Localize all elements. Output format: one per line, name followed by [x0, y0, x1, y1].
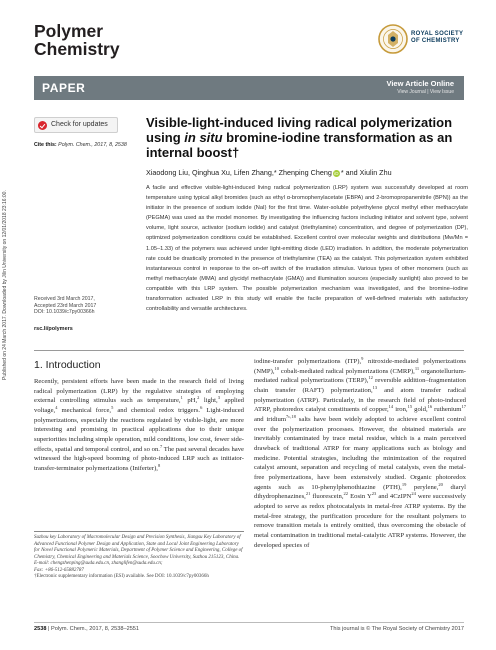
text-run: cobalt-mediated radical polymerizations (CMRP),	[278, 367, 415, 375]
citation-ref[interactable]: 24	[411, 491, 416, 497]
article-type-label: PAPER	[42, 81, 86, 95]
text-run: light,	[199, 397, 218, 405]
footer-journal-ref: | Polym. Chem., 2017, 8, 2538–2551	[48, 626, 140, 632]
footer-page-info	[34, 626, 139, 632]
download-watermark-text: Published on 24 March 2017. Downloaded by Jilin University on 12/01/2018 23:16:00.	[2, 190, 8, 380]
text-run: organotellurium-mediated radical polymerizations (TERP),	[254, 367, 466, 385]
section-divider	[34, 350, 464, 351]
article-type-banner	[34, 76, 464, 100]
abstract: A facile and effective visible-light-induced living radical polymerization (LRP) system was successfully developed at room temperature using typical alkyl bromides (such as ethyl α-bromophenylacetate (EBPA) and 2-bromopropanenitrile (BPN)) as the initiator in the presence of sodium iodide (NaI) for the first time. Water-soluble polyethylene glycol methyl ether methacrylate (PEGMA) was used as the model monomer. By investigating the influencing factors including initiator and solvent type, solvent volume, light source, activator (sodium iodide) and catalyst (triethylamine) concentration, and degree of polymerization (DP), optimized polymerization conditions could be established. Excellent control over molecular weights and distributions (Mw/Mn = 1.05–1.33) of the polymers was achieved under light-emitting diode (LED) irradiation. In addition, the moderate polymerization rate could be drastically promoted in the presence of triethylamine (TEA) as the catalyst. This polymerization system exhibited instantaneous control in response to the on–off switch of the irradiation stimulus. Various types of other monomers (such as methyl methacrylate (MMA) and glycidyl methacrylate (GMA)) and illumination sources (especially sunlight) also proved to be compatible with this LRP system. The possible polymerization mechanism was investigated, and the bromine–iodine transformation activated LRP in this study will enable the facile preparation of well-defined materials with satisfactory controllability and versatile architectures.	[146, 185, 468, 313]
text-run: and atom transfer radical polymerization (ATRP). Particularly, in the research field of photo-induced ATRP, photoredox catalyst constituents of copper,	[254, 387, 466, 414]
text-run: were successively adopted to serve as redox photocatalysts in metal-free ATRP systems. By the metal-free strategy, the purification procedure for the resultant polymers to remove transition metals is entirely omitted, thus overcoming the obstacle of metal contamination in traditional metal-catalytic ATRP systems. However, the developed species of	[254, 493, 467, 549]
citation-ref[interactable]: 6	[200, 404, 203, 410]
title-part-1: Visible-light-induced living radical polymerization using	[146, 115, 453, 145]
citation-ref[interactable]: 7	[159, 443, 163, 449]
citation-ref[interactable]: 17	[461, 404, 466, 410]
journal-link[interactable]: rsc.li/polymers	[34, 326, 73, 332]
citation-ref[interactable]: 13	[372, 384, 378, 390]
publisher-logo[interactable]	[378, 22, 470, 58]
text-run: The past several decades have witnessed the high-speed booming of photo-induced LRP such as initiator-transfer-terminator polymerizations (Iniferter),	[34, 445, 244, 473]
citation-ref[interactable]: 2	[197, 395, 200, 401]
view-journal-issue-link[interactable]: View Journal | View Issue	[397, 89, 454, 95]
citation-ref[interactable]: 4	[55, 404, 58, 410]
cite-label: Cite this:	[34, 142, 57, 148]
text-run: reversible addition–fragmentation chain transfer (RAFT) polymerization,	[254, 377, 466, 395]
text-run: fluorescein,	[310, 493, 344, 501]
contact-email[interactable]: E-mail: chengzhenping@suda.edu.cn, zhanglifen@suda.edu.cn;	[34, 561, 163, 567]
section-heading: 1. Introduction	[34, 359, 101, 371]
affiliation: Suzhou key Laboratory of Macromolecular Design and Precision Synthesis, Jiangsu Key Laboratory of Advanced Functional Polymer Design and Application, State and Local Joint Engineering Laboratory for Novel Functional Polymeric Materials, Department of Polymer Science and Engineering, College of Chemistry, Chemical Engineering and Materials Science, Soochow University, Suzhou 215123, China.	[34, 535, 243, 560]
citation-ref[interactable]: 5	[111, 404, 114, 410]
download-watermark	[2, 130, 12, 380]
text-run: perylene,	[406, 483, 439, 491]
citation-ref[interactable]: 9	[361, 355, 364, 361]
esi-note: †Electronic supplementary information (ESI) available. See DOI: 10.1039/c7py00366h	[34, 574, 209, 580]
doi[interactable]: DOI: 10.1039/c7py00366h	[34, 309, 95, 316]
citation-block	[34, 142, 132, 149]
text-run: applied voltage,	[34, 397, 244, 415]
citation-ref[interactable]: 7c,18	[286, 413, 296, 419]
citation-ref[interactable]: 3	[217, 395, 220, 401]
cite-reference: Polym. Chem., 2017, 8, 2538	[58, 142, 127, 148]
authors-part-1: Xiaodong Liu, Qinghua Xu, Lifen Zhang,* Zhenping Cheng	[146, 168, 332, 177]
check-for-updates-label: Check for updates	[51, 121, 108, 128]
check-for-updates-button[interactable]	[34, 117, 118, 133]
journal-title-line1: Polymer	[34, 21, 104, 41]
footer-divider	[34, 622, 464, 623]
publisher-name-line2: OF CHEMISTRY	[411, 38, 460, 44]
text-run: Recently, persistent efforts have been made in the research field of living radical polymerization (LRP) by the regulative strategies of employing external controlling stimulus such as temperature,	[34, 378, 244, 405]
text-run: Eosin Y	[348, 493, 372, 501]
publisher-name-line1: ROYAL SOCIETY	[411, 31, 464, 37]
footnote	[34, 535, 244, 581]
orcid-icon[interactable]: iD	[334, 171, 339, 176]
text-run: iodine-transfer polymerizations (ITP),	[254, 358, 362, 365]
text-run: and iridium	[254, 416, 287, 424]
rsc-seal-icon	[378, 22, 408, 56]
received-date: Received 3rd March 2017,	[34, 296, 95, 302]
text-run: and chemical redox triggers.	[113, 407, 201, 415]
citation-ref[interactable]: 15	[407, 404, 413, 410]
citation-ref[interactable]: 16	[427, 404, 433, 410]
text-run: and 4CzIPN	[376, 493, 412, 501]
page-number: 2538	[34, 626, 47, 632]
text-run: Light-induced polymerizations, especially the reactions regulated by visible-light, are more interesting and promising in practical applications due to their unique superiorities including simple operation, mild conditions, low cost, fewer side-effects, spatial and temporal control, and so on.	[34, 407, 244, 453]
article-history	[34, 296, 138, 316]
author-list	[146, 168, 468, 177]
citation-ref[interactable]: 11	[414, 365, 420, 371]
text-run: mechanical force,	[57, 407, 112, 415]
contact-fax: Fax: +86-512-65882787	[34, 567, 84, 573]
footer-copyright: This journal is © The Royal Society of Chemistry 2017	[330, 626, 464, 632]
accepted-date: Accepted 23rd March 2017	[34, 302, 97, 309]
citation-ref[interactable]: 12	[368, 375, 373, 381]
title-italic: in situ	[184, 130, 223, 145]
publisher-name	[411, 31, 463, 45]
check-updates-icon	[38, 121, 47, 130]
body-column-left	[34, 377, 244, 474]
citation-ref[interactable]: 23	[371, 491, 377, 497]
article-title	[146, 115, 468, 160]
text-run: gold,	[412, 406, 428, 414]
body-column-right	[254, 357, 466, 550]
text-run: nitroxide-mediated polymerizations (NMP),	[254, 358, 466, 375]
citation-ref[interactable]: 8	[157, 462, 161, 468]
citation-ref[interactable]: 20	[438, 481, 443, 487]
text-run: ruthenium	[432, 406, 462, 414]
journal-title-line2: Chemistry	[34, 39, 120, 59]
text-run: diaryl dihydrophenazines,	[254, 483, 466, 501]
citation-ref[interactable]: 21	[305, 491, 311, 497]
journal-title	[34, 22, 120, 58]
footnote-divider	[34, 531, 244, 532]
authors-part-2: * and Xiulin Zhu	[340, 168, 392, 177]
citation-ref[interactable]: 10	[274, 365, 279, 371]
citation-ref[interactable]: 14	[388, 404, 394, 410]
title-part-2: bromine-iodine transformation as an internal boost†	[146, 130, 453, 160]
citation-ref[interactable]: 19	[401, 481, 407, 487]
citation-ref[interactable]: 22	[343, 491, 349, 497]
citation-ref[interactable]: 1	[180, 395, 183, 401]
text-run: iron,	[393, 406, 408, 414]
text-run: pH,	[182, 397, 198, 405]
text-run: salts have been widely adopted to achieve excellent control over the polymerization processes. However, the obtained materials are inevitably contaminated by trace metal residue, which is a main perceived drawback of traditional ATRP for many applications such as biology and medicine. Potential strategies, including the minimization of the required catalyst amount, separation and recycling of metal catalysts, even the metal-free polymerizations, have been extensively studied. Organic photoredox agents such as 10-phenylphenothiazine (PTH),	[254, 416, 466, 491]
view-article-online-link[interactable]: View Article Online	[386, 79, 454, 88]
